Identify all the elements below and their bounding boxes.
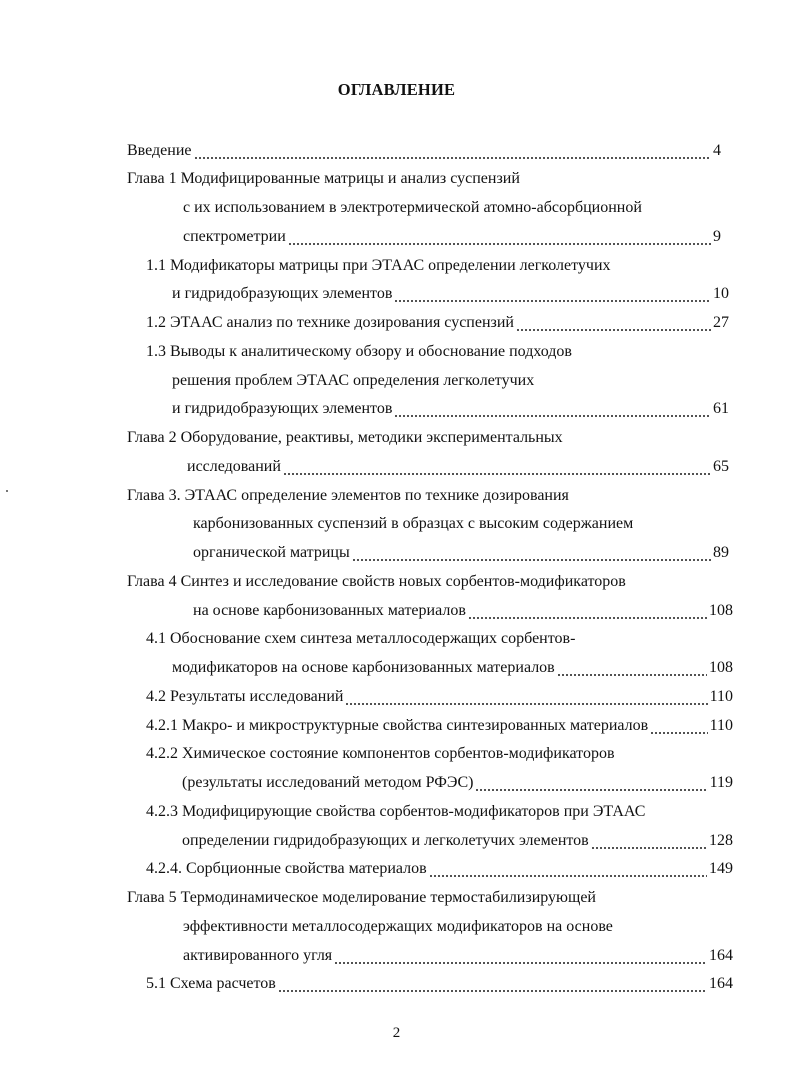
toc-entry [146,254,611,278]
toc-leader-dots [475,771,707,795]
toc-entry-page: 10 [713,285,729,302]
toc-entry-text: Глава 2 Оборудование, реактивы, методики экспериментальных [127,429,563,446]
toc-entry-text: и гидридобразующих элементов [172,400,393,417]
toc-entry [127,484,569,508]
toc-entry [187,455,729,479]
toc-entry [146,800,645,824]
toc-entry-page: 128 [709,832,733,849]
toc-entry-text: 1.1 Модификаторы матрицы при ЭТААС определении легколетучих [146,257,611,274]
toc-leader-dots [194,139,712,163]
toc-entry-text: модификаторов на основе карбонизованных материалов [172,659,555,676]
toc-entry-page: 9 [713,228,721,245]
toc-entry-page: 119 [709,774,733,791]
toc-entry [183,944,733,968]
toc-entry-text: и гидридобразующих элементов [172,285,393,302]
toc-entry-text: решения проблем ЭТААС определения легколетучих [172,372,535,389]
toc-entry [183,196,642,220]
toc-entry-page: 149 [709,860,733,877]
toc-leader-dots [334,944,707,968]
toc-entry [127,167,520,191]
toc-entry-text: 4.2 Результаты исследований [146,688,344,705]
toc-entry-page: 27 [713,314,729,331]
toc-leader-dots [288,225,711,249]
toc-entry [146,685,733,709]
toc-entry-text: органической матрицы [193,544,350,561]
toc-entry-text: определении гидридобразующих и легколетучих элементов [182,832,589,849]
toc-leader-dots [352,541,711,565]
toc-entry [193,599,733,623]
toc-leader-dots [468,599,707,623]
toc-leader-dots [278,972,707,996]
toc-entry-page: 65 [713,458,729,475]
toc-entry-text: активированного угля [183,947,333,964]
toc-leader-dots [429,857,707,881]
toc-entry-page: 164 [709,947,733,964]
toc-entry [183,225,721,249]
toc-entry-page: 110 [709,688,733,705]
toc-entry-text: 4.2.1 Макро- и микроструктурные свойства синтезированных материалов [146,717,649,734]
toc-entry-text: (результаты исследований методом РФЭС) [182,774,474,791]
toc-entry [146,972,733,996]
toc-entry-page: 4 [713,142,721,159]
toc-entry-page: 110 [709,717,733,734]
toc-leader-dots [345,685,707,709]
toc-entry [127,570,626,594]
toc-entry-page: 89 [713,544,729,561]
toc-entry-text: с их использованием в электротермической атомно-абсорбционной [183,199,642,216]
toc-leader-dots [394,282,711,306]
toc-entry-text: на основе карбонизованных материалов [193,602,466,619]
toc-entry-text: исследований [187,458,281,475]
toc-entry-text: 1.2 ЭТААС анализ по технике дозирования суспензий [146,314,514,331]
toc-entry [146,340,572,364]
toc-entry [172,282,729,306]
toc-entry-text: Глава 4 Синтез и исследование свойств новых сорбентов-модификаторов [127,573,626,590]
toc-entry [172,397,729,421]
toc-leader-dots [557,656,707,680]
toc-leader-dots [516,311,711,335]
toc-entry-page: 164 [709,975,733,992]
page-number: 2 [392,1025,401,1041]
toc-entry-page: 108 [709,602,733,619]
toc-entry-text: 4.1 Обоснование схем синтеза металлосодержащих сорбентов- [146,630,576,647]
toc-entry [183,915,613,939]
toc-entry-text: 4.2.2 Химическое состояние компонентов сорбентов-модификаторов [146,745,615,762]
toc-entry [127,426,563,450]
toc-entry-text: 4.2.3 Модифицирующие свойства сорбентов-модификаторов при ЭТААС [146,803,646,820]
toc-entry-text: Глава 3. ЭТААС определение элементов по технике дозирования [127,487,569,504]
toc-entry-text: 1.3 Выводы к аналитическому обзору и обоснование подходов [146,343,572,360]
toc-entry [193,541,729,565]
toc-entry [182,771,733,795]
toc-entry [146,627,575,651]
toc-entry-text: карбонизованных суспензий в образцах с высоким содержанием [193,515,634,532]
toc-entry [182,829,733,853]
toc-leader-dots [591,829,707,853]
toc-entry-text: Глава 5 Термодинамическое моделирование термостабилизирующей [127,889,596,906]
toc-entry [172,656,733,680]
toc-leader-dots [650,714,707,738]
toc-entry [172,369,534,393]
toc-entry-page: 61 [713,400,729,417]
toc-entry [146,742,615,766]
toc-entry-text: 5.1 Схема расчетов [146,975,276,992]
toc-entry [146,311,729,335]
toc-entry-text: эффективности металлосодержащих модификаторов на основе [183,918,613,935]
toc-entry [127,886,596,910]
toc-entry-page: 108 [709,659,733,676]
toc-leader-dots [283,455,711,479]
scan-speck [6,490,8,492]
toc-entry [146,857,733,881]
toc-entry-text: Введение [127,142,192,159]
toc-entry-text: спектрометрии [183,228,286,245]
toc-entry-text: 4.2.4. Сорбционные свойства материалов [146,860,427,877]
toc-entry-text: Глава 1 Модифицированные матрицы и анализ суспензий [127,170,520,187]
toc-entry [127,139,721,163]
toc-leader-dots [394,397,711,421]
toc-entry [193,512,633,536]
page-title: ОГЛАВЛЕНИЕ [337,80,456,99]
toc-entry [146,714,733,738]
